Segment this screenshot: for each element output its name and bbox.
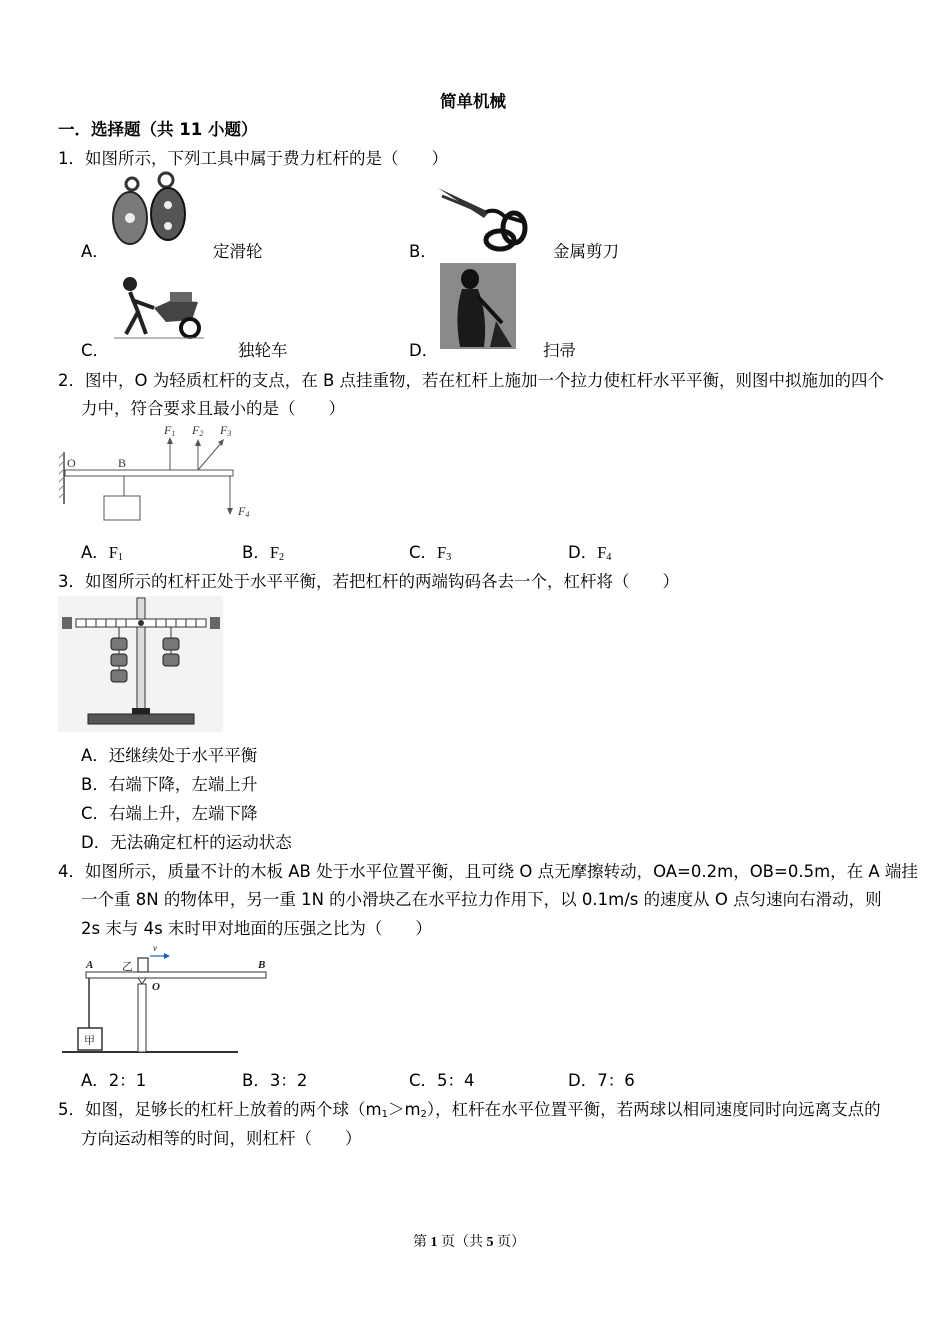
q2-fig-f1: F bbox=[164, 423, 172, 437]
q4-option-d[interactable]: D．7：6 bbox=[568, 1071, 635, 1090]
q4-option-b[interactable]: B．3：2 bbox=[242, 1071, 308, 1090]
q2-fig-f2-sub: 2 bbox=[199, 429, 204, 438]
q1-stem: 1．如图所示，下列工具中属于费力杠杆的是（ ） bbox=[58, 149, 448, 168]
q5-stem-line2: 方向运动相等的时间，则杠杆（ ） bbox=[81, 1129, 362, 1148]
q3-option-c[interactable]: C．右端上升，左端下降 bbox=[81, 804, 258, 823]
q4-fig-label-jia: 甲 bbox=[84, 1035, 95, 1047]
q2-stem-line1: 2．图中，O 为轻质杠杆的支点，在 B 点挂重物，若在杠杆上施加一个拉力使杠杆水平平衡，则图中拟施加的四个 bbox=[58, 371, 885, 390]
q2-option-c[interactable]: C．$F_3$ bbox=[409, 543, 452, 563]
section-heading: 一．选择题（共 11 小题） bbox=[58, 120, 258, 139]
svg-text:F2 bbox=[191, 423, 203, 438]
q2-option-a[interactable]: A．$F_1$ bbox=[81, 543, 123, 563]
q2-fig-f3: F bbox=[220, 423, 228, 437]
svg-text:F4 bbox=[237, 504, 249, 519]
q2-fig-f4: F bbox=[238, 504, 246, 518]
q2-lever-figure bbox=[58, 420, 268, 528]
scissors-image bbox=[434, 182, 529, 252]
q3-option-d[interactable]: D．无法确定杠杆的运动状态 bbox=[81, 833, 292, 852]
q1-option-b-label: 金属剪刀 bbox=[553, 242, 619, 261]
q1-option-c-label: 独轮车 bbox=[238, 341, 288, 360]
q4-fig-label-b: B bbox=[258, 959, 266, 971]
pulley-image bbox=[110, 170, 190, 248]
q1-option-a-letter[interactable]: A． bbox=[81, 242, 109, 261]
q3-option-a[interactable]: A．还继续处于水平平衡 bbox=[81, 746, 258, 765]
q4-option-c[interactable]: C．5：4 bbox=[409, 1071, 475, 1090]
q1-option-d-letter[interactable]: D． bbox=[409, 341, 439, 360]
q3-lever-balance-figure bbox=[58, 596, 223, 732]
q2-option-d[interactable]: D．$F_4$ bbox=[568, 543, 612, 563]
q1-option-c-letter[interactable]: C． bbox=[81, 341, 110, 360]
q5-stem-line1: 5．如图，足够长的杠杆上放着的两个球$(m_1>m_2)$，杠杆在水平位置平衡，若两球以相同速度同时向远离支点的 bbox=[58, 1100, 881, 1120]
wheelbarrow-image bbox=[112, 272, 207, 344]
q2-fig-label-o: O bbox=[67, 456, 76, 470]
q3-option-b[interactable]: B．右端下降，左端上升 bbox=[81, 775, 258, 794]
q2-option-b[interactable]: B．$F_2$ bbox=[242, 543, 285, 563]
q3-stem: 3．如图所示的杠杆正处于水平平衡，若把杠杆的两端钩码各去一个，杠杆将（ ） bbox=[58, 572, 679, 591]
q2-stem-line2: 力中，符合要求且最小的是（ ） bbox=[81, 399, 345, 418]
q4-stem-line1: 4．如图所示，质量不计的木板 AB 处于水平位置平衡，且可绕 O 点无摩擦转动，OA=0.2m，OB=0.5m，在 A 端挂 bbox=[58, 862, 918, 881]
q4-fig-label-a: A bbox=[86, 959, 94, 971]
svg-text:F1 bbox=[163, 423, 175, 438]
page-title: 简单机械 bbox=[440, 92, 506, 111]
q1-option-b-letter[interactable]: B． bbox=[409, 242, 437, 261]
q2-fig-f1-sub: 1 bbox=[171, 429, 176, 438]
svg-text:F3 bbox=[219, 423, 231, 438]
page-footer: 第 1 页（共 5 页） bbox=[413, 1235, 525, 1250]
q4-fig-label-o: O bbox=[152, 981, 160, 993]
q4-board-figure bbox=[58, 942, 268, 1058]
broom-image bbox=[440, 263, 516, 349]
q2-fig-f3-sub: 3 bbox=[227, 429, 232, 438]
q4-fig-label-v: v bbox=[153, 943, 157, 953]
q1-option-a-label: 定滑轮 bbox=[213, 242, 263, 261]
q4-stem-line2: 一个重 8N 的物体甲，另一重 1N 的小滑块乙在水平拉力作用下，以 0.1m/s 的速度从 O 点匀速向右滑动，则 bbox=[81, 890, 882, 909]
q4-option-a[interactable]: A．2：1 bbox=[81, 1071, 147, 1090]
q4-fig-label-yi: 乙 bbox=[122, 961, 133, 973]
q2-fig-label-b: B bbox=[118, 456, 127, 470]
q1-option-d-label: 扫帚 bbox=[543, 341, 576, 360]
q2-fig-f4-sub: 4 bbox=[245, 510, 250, 519]
q4-stem-line3: 2s 末与 4s 末时甲对地面的压强之比为（ ） bbox=[81, 919, 432, 938]
q2-fig-f2: F bbox=[192, 423, 200, 437]
